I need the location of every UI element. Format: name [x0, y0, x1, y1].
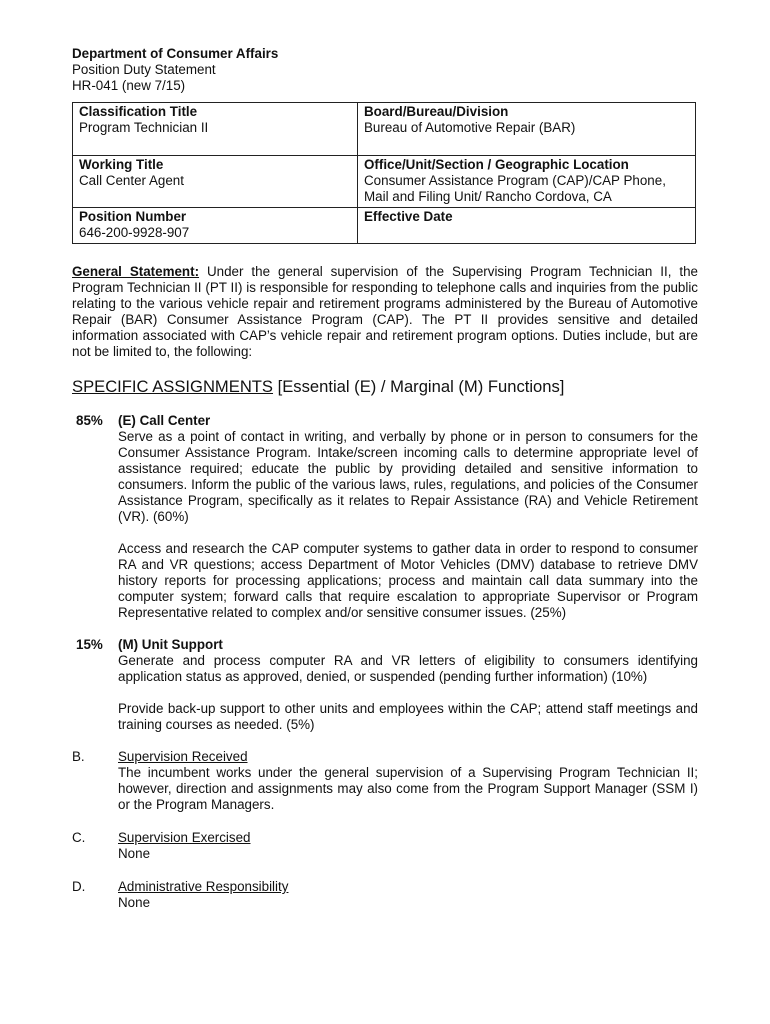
assignment-paragraph: Serve as a point of contact in writing, and verbally by phone or in person to consumers for the Consumer Assistance Program. Intake/screen incoming calls to determine appropriate level of assistance required; educate the public by providing detailed and sensitive information to consumers. Inform the public of the various laws, rules, regulations, and policies of the Consumer Assistance Program, specifically as it relates to Repair Assistance (RA) and Vehicle Retirement (VR). (60%): [118, 429, 698, 524]
general-statement-text: Under the general supervision of the Supervising Program Technician II, the Program Technician II (PT II) is responsible for responding to telephone calls and inquiries from the public relating to the various vehicle repair and retirement programs administered by the Bureau of Automotive Repair (BAR) Consumer Assistance Program (CAP). The PT II provides sensitive and detailed information associated with CAP’s vehicle repair and retirement program options. Duties include, but are not be limited to, the following:: [72, 264, 698, 359]
general-statement: [72, 264, 698, 360]
specific-assignments-heading: [72, 377, 698, 397]
classification-cell: [73, 103, 358, 156]
section-letter: C.: [72, 830, 86, 845]
document-title: Position Duty Statement: [72, 62, 216, 77]
classification-value: Program Technician II: [79, 120, 209, 135]
section-administrative-responsibility: [72, 879, 698, 911]
assignment-unit-support: [72, 637, 698, 733]
specific-assignments-title: SPECIFIC ASSIGNMENTS: [72, 377, 274, 396]
assignment-percent: 85%: [76, 413, 103, 428]
section-letter: B.: [72, 749, 85, 764]
office-value-line2: Mail and Filing Unit/ Rancho Cordova, CA: [364, 189, 612, 204]
assignment-call-center: [72, 413, 698, 621]
info-row-classification: [73, 103, 696, 156]
effective-date-cell: [358, 208, 696, 244]
info-row-working-title: [73, 156, 696, 208]
assignment-paragraph: Access and research the CAP computer systems to gather data in order to respond to consumer RA and VR questions; access Department of Motor Vehicles (DMV) database to retrieve DMV history reports for processing applications; process and maintain call data summary into the computer system; forward calls that require escalation to appropriate Supervisor or Program Representative related to complex and/or sensitive consumer issues. (25%): [118, 541, 698, 620]
document-header: [72, 46, 698, 94]
assignment-paragraph: Provide back-up support to other units and employees within the CAP; attend staff meetings and training courses as needed. (5%): [118, 701, 698, 732]
effective-date-label: Effective Date: [364, 209, 453, 224]
office-cell: [358, 156, 696, 208]
working-title-cell: [73, 156, 358, 208]
working-title-label: Working Title: [79, 157, 164, 172]
position-number-value: 646-200-9928-907: [79, 225, 190, 240]
office-label: Office/Unit/Section / Geographic Location: [364, 157, 629, 172]
form-number: HR-041 (new 7/15): [72, 78, 186, 93]
office-value-line1: Consumer Assistance Program (CAP)/CAP Phone,: [364, 173, 666, 188]
section-letter: D.: [72, 879, 86, 894]
assignment-title: (M) Unit Support: [118, 637, 223, 652]
assignment-paragraph: Generate and process computer RA and VR letters of eligibility to consumers identifying application status as approved, denied, or suspended (pending further information) (10%): [118, 653, 698, 684]
section-title: Supervision Received: [118, 749, 248, 764]
general-statement-label: General Statement:: [72, 264, 200, 279]
section-supervision-received: [72, 749, 698, 813]
specific-assignments-subtitle: [Essential (E) / Marginal (M) Functions]: [273, 377, 565, 396]
board-cell: [358, 103, 696, 156]
section-supervision-exercised: [72, 830, 698, 862]
position-number-label: Position Number: [79, 209, 187, 224]
section-text: None: [118, 895, 151, 910]
section-title: Supervision Exercised: [118, 830, 251, 845]
info-row-position-number: [73, 208, 696, 244]
duty-statement-page: [72, 46, 698, 911]
position-number-cell: [73, 208, 358, 244]
board-value: Bureau of Automotive Repair (BAR): [364, 120, 576, 135]
section-text: The incumbent works under the general supervision of a Supervising Program Technician II; however, direction and assignments may also come from the Program Support Manager (SSM I) or the Program Managers.: [118, 765, 698, 812]
board-label: Board/Bureau/Division: [364, 104, 509, 119]
assignment-percent: 15%: [76, 637, 103, 652]
position-info-table: [72, 102, 696, 244]
classification-label: Classification Title: [79, 104, 198, 119]
department-name: Department of Consumer Affairs: [72, 46, 279, 61]
working-title-value: Call Center Agent: [79, 173, 184, 188]
assignment-title: (E) Call Center: [118, 413, 211, 428]
section-title: Administrative Responsibility: [118, 879, 289, 894]
section-text: None: [118, 846, 151, 861]
